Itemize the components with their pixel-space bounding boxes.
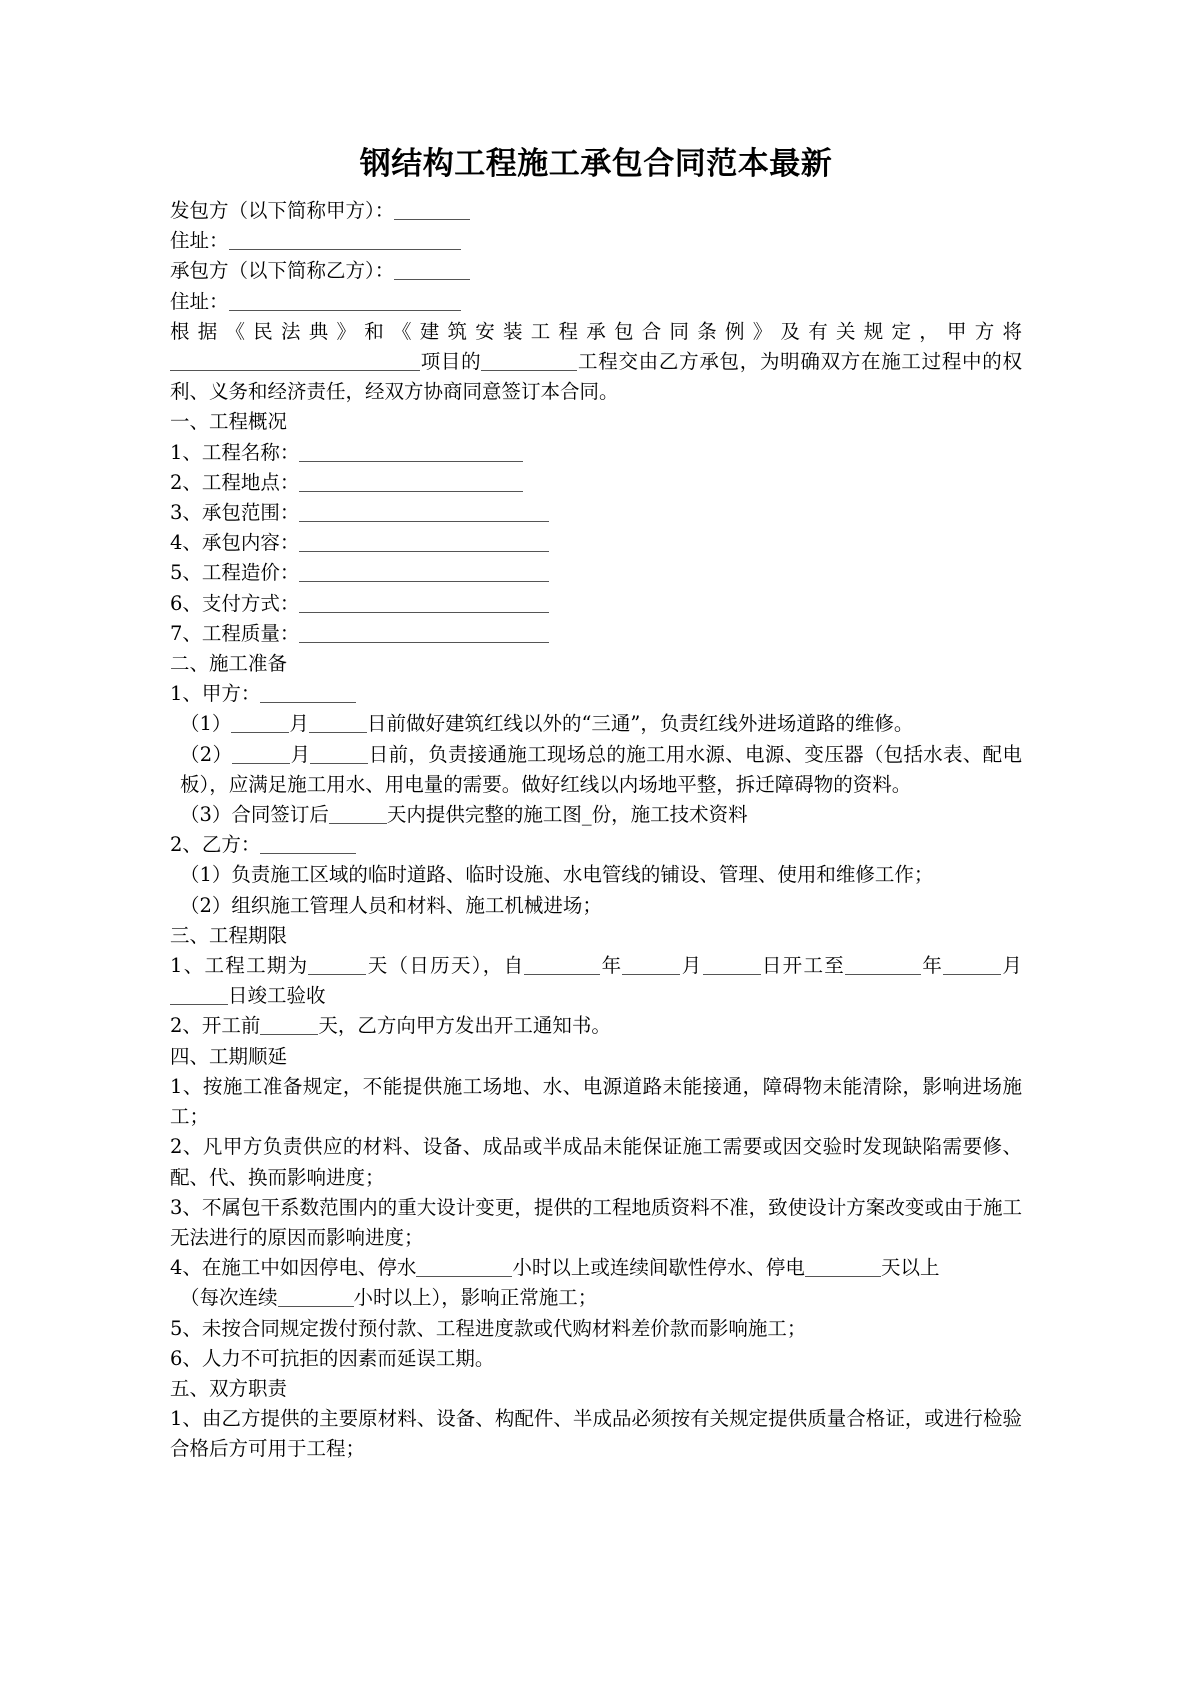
prep-party-a [170, 679, 1022, 709]
duration-text-6: 年 [921, 954, 944, 978]
project-item-name-blank[interactable] [299, 444, 523, 462]
duration-days-blank[interactable] [308, 957, 366, 975]
duration-text-7: 月 [1001, 954, 1022, 978]
duration-start-month-blank[interactable] [622, 957, 680, 975]
notice-text-1: 2、开工前 [170, 1014, 261, 1038]
prep-party-a-blank[interactable] [260, 685, 356, 703]
party-b-label: 承包方（以下简称乙方）： [170, 259, 395, 283]
prep-sub2-text: 日前，负责接通施工现场总的施工用水源、电源、变压器（包括水表、配电板），应满足施工用水、用电量的需要。做好红线以内场地平整，拆迁障碍物的资料。 [180, 742, 1022, 796]
delay-item-1: 1、按施工准备规定，不能提供施工场地、水、电源道路未能接通，障碍物未能清除，影响进场施工； [170, 1074, 1022, 1129]
party-a-address-label: 住址： [170, 229, 229, 253]
duration-text-3: 年 [600, 954, 623, 978]
prep-party-b-sub-1: （1）负责施工区域的临时道路、临时设施、水电管线的铺设、管理、使用和维修工作； [180, 863, 934, 887]
project-item-scope-label: 3、承包范围： [170, 501, 300, 525]
section-heading-3: 三、工程期限 [170, 923, 288, 947]
project-item-cost-blank[interactable] [299, 564, 549, 582]
delay4-text-4: （每次连续 [180, 1286, 278, 1310]
document-body [170, 140, 1022, 1465]
party-a-address-blank[interactable] [229, 232, 461, 250]
prep-party-a-sub-1 [170, 709, 1022, 739]
project-item-location [170, 468, 1022, 498]
delay-item-3: 3、不属包干系数范围内的重大设计变更，提供的工程地质资料不准，致使设计方案改变或由于施工无法进行的原因而影响进度； [170, 1195, 1022, 1249]
duration-start-year-blank[interactable] [524, 957, 600, 975]
delay4-text-3: 天以上 [880, 1256, 940, 1280]
party-b-address-blank[interactable] [229, 293, 461, 311]
party-b-address-line [170, 287, 1022, 317]
section-heading-1: 一、工程概况 [170, 410, 288, 434]
duration-end-day-blank[interactable] [170, 987, 228, 1005]
project-item-content [170, 528, 1022, 558]
section-heading-2: 二、施工准备 [170, 652, 288, 676]
duration-end-month-blank[interactable] [943, 957, 1001, 975]
prep-sub1-marker: （1） [180, 712, 232, 736]
delay4-hours-blank[interactable] [416, 1259, 512, 1277]
prep-party-a-label: 1、甲方： [170, 682, 261, 706]
preamble-text-2: 项目的 [420, 350, 482, 374]
delay4-text-1: 4、在施工中如因停电、停水 [170, 1256, 417, 1280]
project-item-scope-blank[interactable] [299, 504, 549, 522]
duties-item-1: 1、由乙方提供的主要原材料、设备、构配件、半成品必须按有关规定提供质量合格证，或进行检验合格后方可用于工程； [170, 1407, 1022, 1461]
project-item-name [170, 438, 1022, 468]
prep-sub1-text: 日前做好建筑红线以外的“三通”，负责红线外进场道路的维修。 [366, 712, 914, 736]
preamble-blank-1[interactable] [170, 353, 420, 371]
duration-text-4: 月 [680, 954, 703, 978]
project-item-location-label: 2、工程地点： [170, 470, 300, 494]
delay4-days-blank[interactable] [805, 1259, 881, 1277]
preamble-text-3: 工程交由乙方承包，为明确双方在施工过程中的权利、义务和经济责任，经双方协商同意签订本合同。 [170, 350, 1022, 404]
prep-sub1-month-label: 月 [289, 712, 309, 736]
duration-start-day-blank[interactable] [703, 957, 761, 975]
duration-end-year-blank[interactable] [845, 957, 921, 975]
party-a-line [170, 196, 1022, 226]
project-item-content-blank[interactable] [299, 534, 549, 552]
duration-item-1 [170, 951, 1022, 1011]
prep-sub3-text-1: （3）合同签订后 [180, 803, 329, 827]
project-item-payment [170, 589, 1022, 619]
delay-item-2: 2、凡甲方负责供应的材料、设备、成品或半成品未能保证施工需要或因交验时发现缺陷需要修、配、代、换而影响进度； [170, 1135, 1022, 1189]
prep-party-a-sub-3 [170, 800, 1022, 830]
project-item-name-label: 1、工程名称： [170, 440, 300, 464]
duration-text-2: 天（日历天），自 [366, 954, 525, 978]
prep-sub3-blank[interactable] [329, 806, 387, 824]
preamble-blank-2[interactable] [481, 353, 577, 371]
duration-text-5: 日开工至 [760, 954, 846, 978]
party-b-address-label: 住址： [170, 289, 229, 313]
project-item-cost-label: 5、工程造价： [170, 561, 300, 585]
project-item-content-label: 4、承包内容： [170, 531, 300, 555]
prep-sub1-month-blank[interactable] [231, 715, 289, 733]
notice-days-blank[interactable] [260, 1017, 318, 1035]
notice-text-2: 天，乙方向甲方发出开工通知书。 [318, 1014, 611, 1038]
party-b-blank[interactable] [394, 262, 470, 280]
project-item-cost [170, 558, 1022, 588]
project-item-quality-blank[interactable] [299, 625, 549, 643]
prep-sub2-month-blank[interactable] [232, 746, 290, 764]
duration-text-1: 1、工程工期为 [170, 954, 309, 978]
duration-text-8: 日竣工验收 [228, 984, 326, 1008]
delay-item-4 [170, 1253, 1022, 1283]
prep-sub1-day-blank[interactable] [309, 715, 367, 733]
prep-party-b-label: 2、乙方： [170, 833, 261, 857]
party-a-blank[interactable] [394, 202, 470, 220]
party-b-line [170, 256, 1022, 286]
prep-party-b-sub-2: （2）组织施工管理人员和材料、施工机械进场； [180, 893, 602, 917]
prep-sub2-day-blank[interactable] [310, 746, 368, 764]
prep-sub2-marker: （2） [180, 742, 233, 766]
delay-item-4-cont [170, 1283, 1022, 1313]
delay-item-5: 5、未按合同规定拨付预付款、工程进度款或代购材料差价款而影响施工； [170, 1316, 807, 1340]
party-a-label: 发包方（以下简称甲方）： [170, 199, 395, 222]
prep-sub2-month-label: 月 [290, 742, 311, 766]
prep-party-b-blank[interactable] [260, 836, 356, 854]
duration-item-2 [170, 1011, 1022, 1041]
section-heading-5: 五、双方职责 [170, 1376, 288, 1400]
project-item-payment-blank[interactable] [299, 595, 549, 613]
page-title: 钢结构工程施工承包合同范本最新 [359, 146, 833, 182]
delay-item-6: 6、人力不可抗拒的因素而延误工期。 [170, 1346, 495, 1370]
project-item-location-blank[interactable] [299, 474, 523, 492]
prep-party-a-sub-2 [170, 740, 1022, 800]
project-item-payment-label: 6、支付方式： [170, 591, 300, 615]
project-item-quality-label: 7、工程质量： [170, 621, 300, 645]
preamble-paragraph [170, 317, 1022, 408]
section-heading-4: 四、工期顺延 [170, 1044, 288, 1068]
prep-sub3-text-2: 天内提供完整的施工图_份，施工技术资料 [386, 803, 748, 827]
project-item-scope [170, 498, 1022, 528]
delay4-text-5: 小时以上），影响正常施工； [353, 1286, 598, 1310]
project-item-quality [170, 619, 1022, 649]
preamble-text-1: 根据《民法典》和《建筑安装工程承包合同条例》及有关规定，甲方将 [170, 319, 1022, 343]
delay4-each-hours-blank[interactable] [278, 1289, 354, 1307]
delay4-text-2: 小时以上或连续间歇性停水、停电 [512, 1256, 805, 1280]
prep-party-b [170, 830, 1022, 860]
party-a-address-line [170, 226, 1022, 256]
